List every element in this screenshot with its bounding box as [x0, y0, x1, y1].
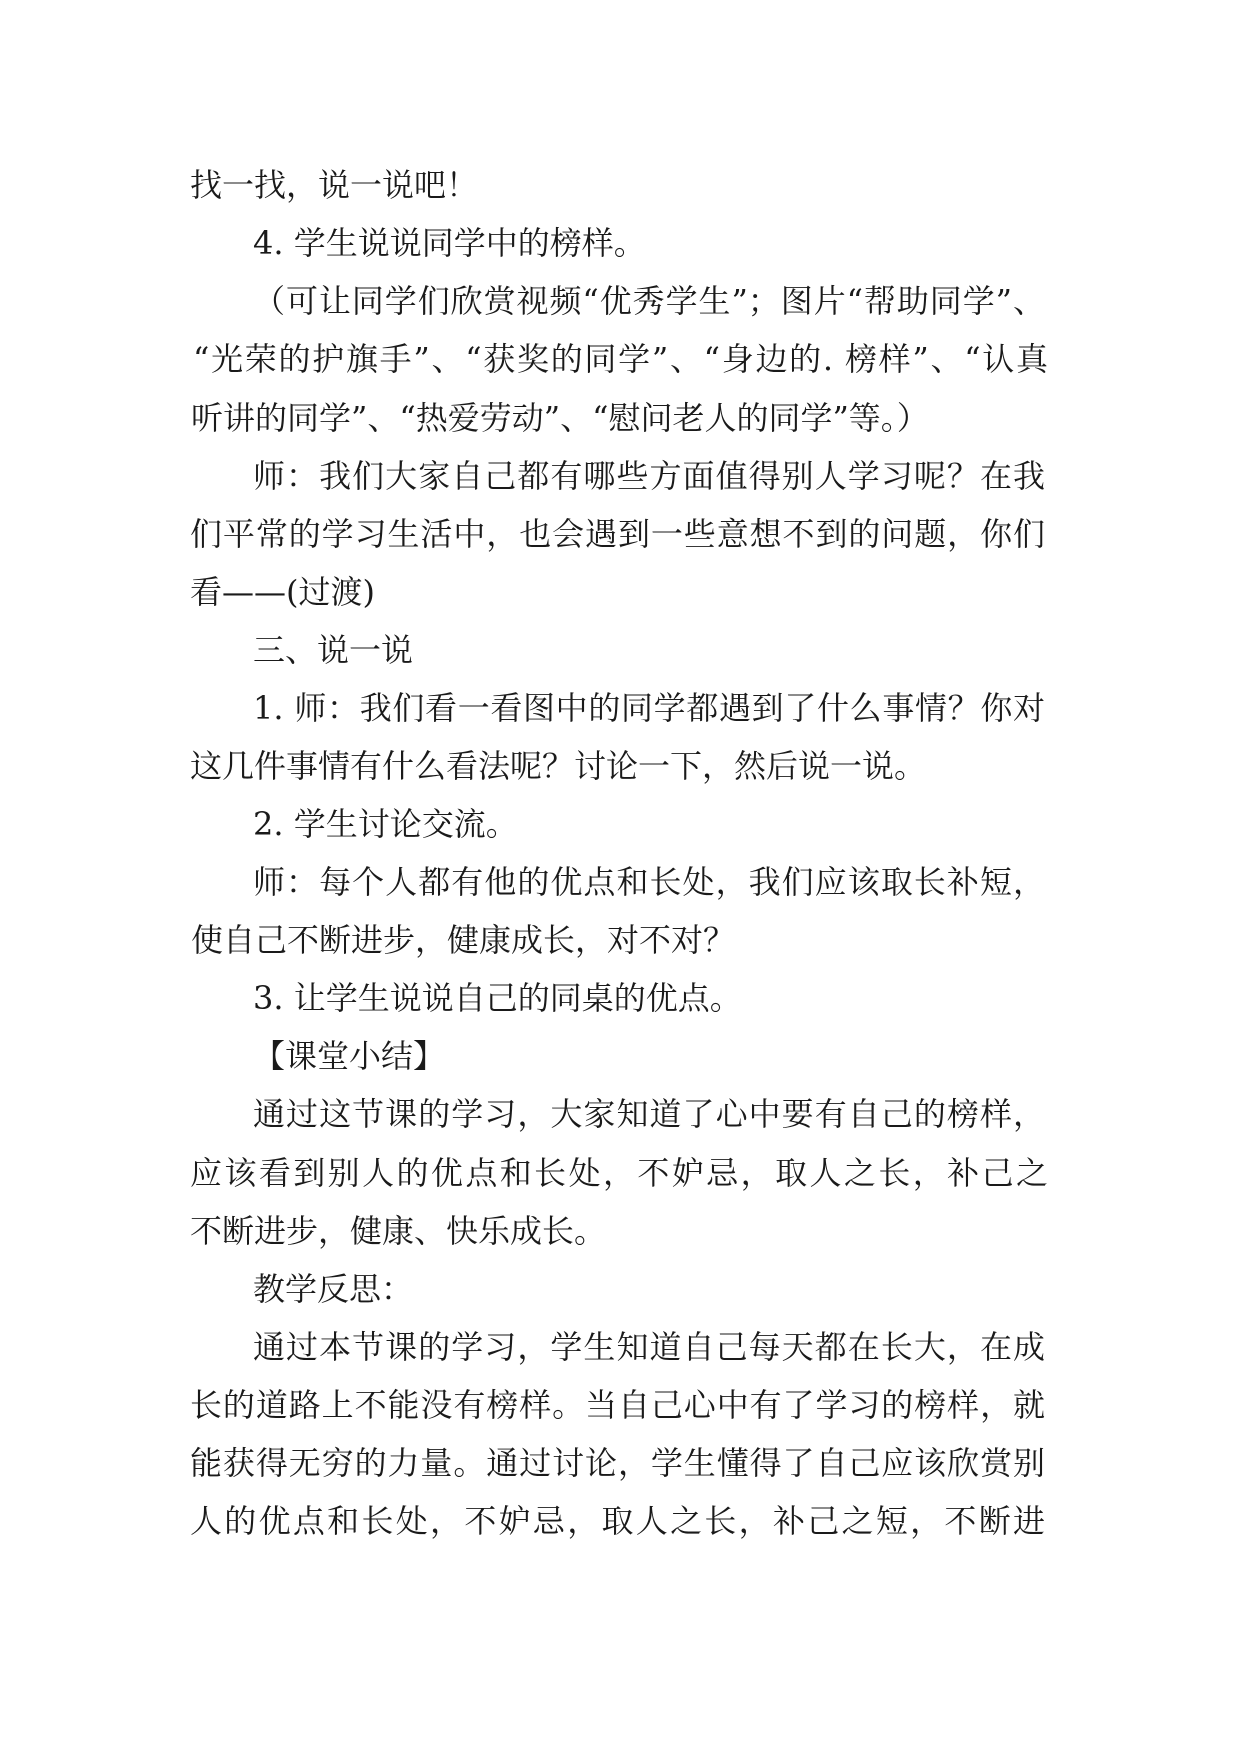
text-line: （可让同学们欣赏视频“优秀学生”；图片“帮助同学”、: [253, 282, 1045, 320]
text-line: 看——(过渡): [190, 573, 375, 611]
text-line: 听讲的同学”、“热爱劳动”、“慰问老人的同学”等。）: [191, 399, 929, 437]
text-line: 不断进步，健康、快乐成长。: [190, 1212, 607, 1250]
text-line: 人的优点和长处，不妒忌，取人之长，补己之短，不断进: [190, 1502, 1045, 1540]
text-line: 能获得无穷的力量。通过讨论，学生懂得了自己应该欣赏别: [190, 1444, 1045, 1482]
text-line: 2. 学生讨论交流。: [253, 805, 518, 843]
text-line: 师：我们大家自己都有哪些方面值得别人学习呢？在我: [253, 457, 1045, 495]
text-line: 1. 师：我们看一看图中的同学都遇到了什么事情？你对: [253, 689, 1045, 727]
text-line: 师：每个人都有他的优点和长处，我们应该取长补短，: [253, 863, 1045, 901]
text-line: 这几件事情有什么看法呢？讨论一下，然后说一说。: [190, 747, 927, 785]
section-heading: 【课堂小结】: [253, 1037, 446, 1075]
section-heading: 教学反思：: [253, 1270, 414, 1308]
text-line: 通过本节课的学习，学生知道自己每天都在长大，在成: [253, 1328, 1045, 1366]
text-line: 应该看到别人的优点和长处，不妒忌，取人之长，补己之: [190, 1154, 1048, 1192]
text-line: 3. 让学生说说自己的同桌的优点。: [253, 979, 742, 1017]
section-heading: 三、说一说: [253, 631, 414, 669]
text-line: 长的道路上不能没有榜样。当自己心中有了学习的榜样，就: [190, 1386, 1045, 1424]
text-line: 通过这节课的学习，大家知道了心中要有自己的榜样，: [253, 1095, 1045, 1133]
text-line: 们平常的学习生活中，也会遇到一些意想不到的问题，你们: [190, 515, 1045, 553]
text-line: 找一找，说一说吧！: [190, 166, 479, 204]
text-line: 使自己不断进步，健康成长，对不对？: [191, 921, 736, 959]
text-line: “光荣的护旗手”、“获奖的同学”、“身边的. 榜样”、“认真: [193, 340, 1048, 378]
text-line: 4. 学生说说同学中的榜样。: [253, 224, 646, 262]
